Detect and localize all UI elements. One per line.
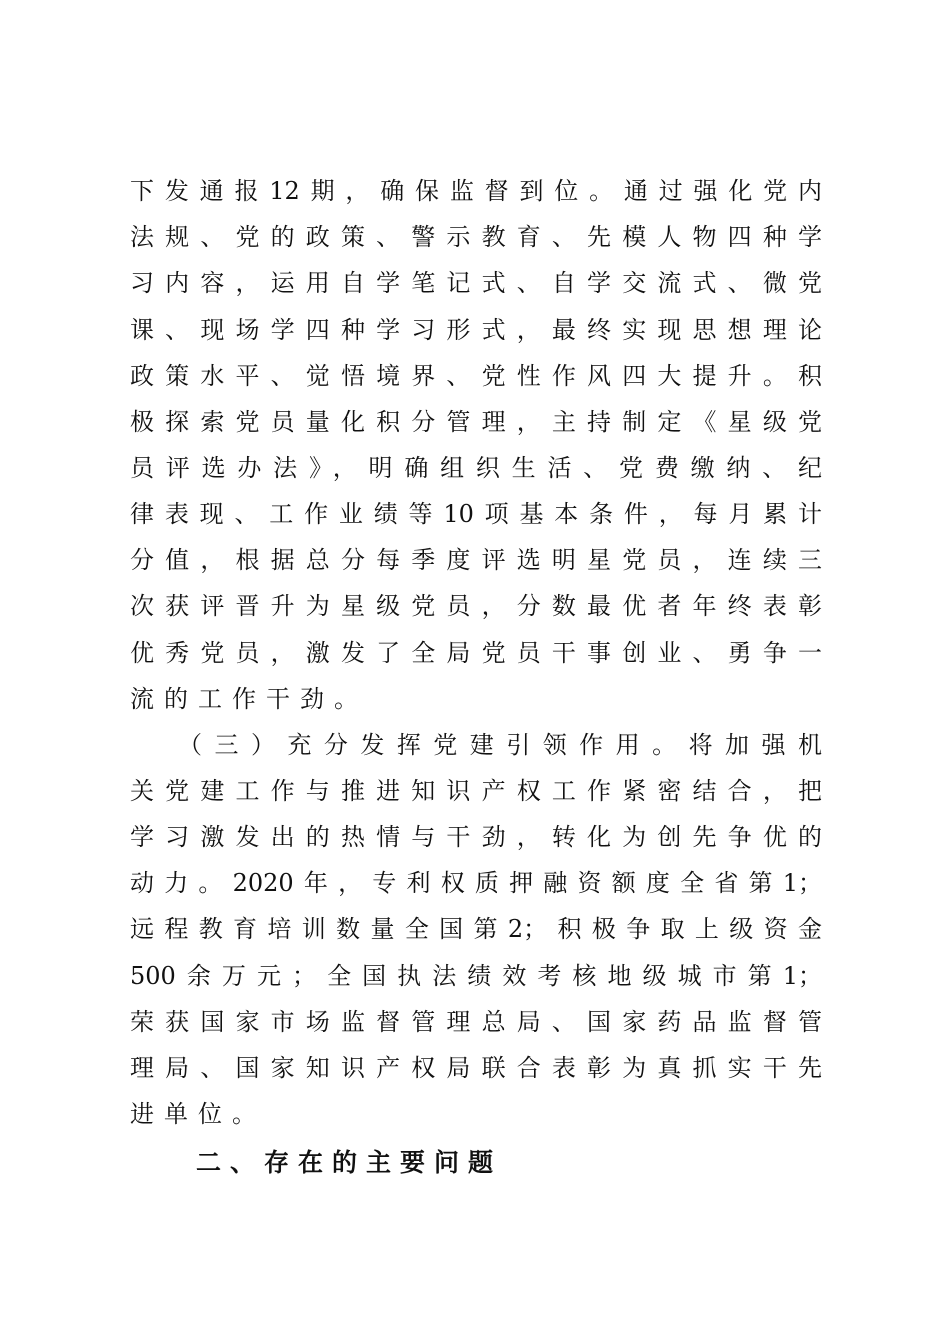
text-line: 进单位。: [130, 1100, 266, 1128]
text-line: 下发通报12期，确保监督到位。通过强化党内: [130, 177, 822, 205]
text-line: （三）充分发挥党建引领作用。将加强机: [178, 731, 822, 759]
text-line: 理局、国家知识产权局联合表彰为真抓实干先: [130, 1054, 822, 1082]
text-line: 分值，根据总分每季度评选明星党员，连续三: [130, 546, 822, 574]
text-line: 荣获国家市场监督管理总局、国家药品监督管: [130, 1008, 822, 1036]
text-line: 课、现场学四种学习形式，最终实现思想理论: [130, 316, 822, 344]
text-line: 极探索党员量化积分管理，主持制定《星级党: [130, 408, 822, 436]
text-line: 员评选办法》，明确组织生活、党费缴纳、纪: [130, 454, 822, 482]
text-line: 政策水平、觉悟境界、党性作风四大提升。积: [130, 362, 822, 390]
section-heading: 二、存在的主要问题: [196, 1148, 503, 1177]
text-line: 律表现、工作业绩等10项基本条件，每月累计: [130, 500, 822, 528]
text-line: 动力。2020年，专利权质押融资额度全省第1；: [130, 869, 822, 897]
text-line: 法规、党的政策、警示教育、先模人物四种学: [130, 223, 822, 251]
text-line: 关党建工作与推进知识产权工作紧密结合，把: [130, 777, 822, 805]
text-line: 500余万元；全国执法绩效考核地级城市第1；: [130, 962, 822, 990]
text-line: 次获评晋升为星级党员，分数最优者年终表彰: [130, 592, 822, 620]
text-line: 远程教育培训数量全国第2；积极争取上级资金: [130, 915, 822, 943]
text-line: 优秀党员，激发了全局党员干事创业、勇争一: [130, 639, 822, 667]
text-line: 流的工作干劲。: [130, 685, 368, 713]
text-line: 学习激发出的热情与干劲，转化为创先争优的: [130, 823, 822, 851]
text-line: 习内容，运用自学笔记式、自学交流式、微党: [130, 269, 822, 297]
